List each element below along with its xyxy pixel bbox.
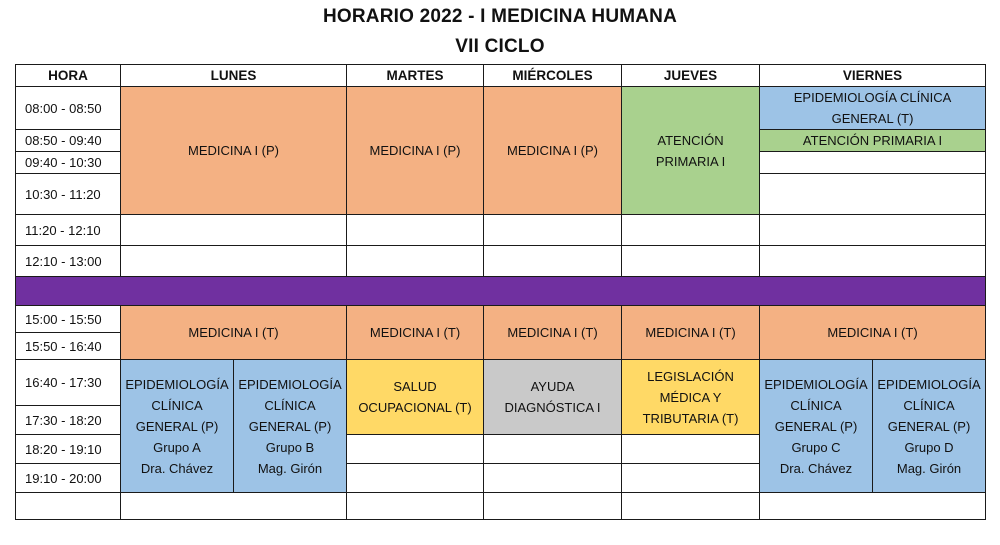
- class-cell-ayuda-diagnostica: [484, 360, 622, 435]
- cell-line: EPIDEMIOLOGÍA CLÍNICA: [793, 90, 952, 105]
- cell-line: GENERAL (P): [248, 418, 332, 434]
- class-cell-medicina-t-lunes: MEDICINA I (T): [121, 306, 347, 360]
- time-cell: 10:30 - 11:20: [16, 174, 121, 215]
- column-header-viernes: VIERNES: [760, 65, 986, 87]
- time-cell: 16:40 - 17:30: [16, 360, 121, 406]
- class-cell-medicina-miercoles: MEDICINA I (P): [484, 87, 622, 215]
- cell-line: PRIMARIA I: [655, 153, 726, 169]
- empty-cell: [760, 215, 986, 246]
- cell-line: EPIDEMIOLOGÍA: [238, 376, 342, 392]
- empty-cell: [760, 174, 986, 215]
- column-header-martes: MARTES: [347, 65, 484, 87]
- empty-cell: [484, 246, 622, 277]
- break-row: [16, 277, 986, 306]
- table-row: [16, 246, 986, 277]
- table-row: [16, 306, 986, 333]
- cell-line: GENERAL (P): [774, 418, 858, 434]
- cell-line: Mag. Girón: [257, 460, 323, 476]
- class-cell-epidemiologia-grupo-c: [760, 360, 873, 493]
- cell-line: Grupo B: [265, 439, 315, 455]
- time-cell: 11:20 - 12:10: [16, 215, 121, 246]
- table-row: [16, 360, 986, 406]
- cell-line: AYUDA: [530, 379, 575, 394]
- cell-line: Grupo C: [791, 439, 841, 455]
- class-cell-epidemiologia-viernes: [760, 87, 986, 130]
- class-cell-medicina-martes: MEDICINA I (P): [347, 87, 484, 215]
- class-cell-medicina-t-jueves: MEDICINA I (T): [622, 306, 760, 360]
- column-header-hora: HORA: [16, 65, 121, 87]
- cell-line: EPIDEMIOLOGÍA: [125, 376, 229, 392]
- cell-line: CLÍNICA: [151, 397, 203, 413]
- cell-line: SALUD: [393, 379, 437, 394]
- table-row: [16, 87, 986, 130]
- cell-line: GENERAL (P): [135, 418, 219, 434]
- time-cell: 15:50 - 16:40: [16, 333, 121, 360]
- empty-cell: [347, 493, 484, 520]
- empty-cell: [347, 215, 484, 246]
- cell-line: Grupo D: [904, 439, 954, 455]
- header-row: [16, 65, 986, 87]
- cell-line: GENERAL (T): [831, 111, 914, 126]
- class-cell-epidemiologia-grupo-d: [873, 360, 986, 493]
- column-header-jueves: JUEVES: [622, 65, 760, 87]
- class-cell-salud-ocupacional: [347, 360, 484, 435]
- empty-cell: [16, 493, 121, 520]
- page-subtitle: VII CICLO: [455, 36, 545, 57]
- column-header-lunes: LUNES: [121, 65, 347, 87]
- time-cell: 12:10 - 13:00: [16, 246, 121, 277]
- page-title: HORARIO 2022 - I MEDICINA HUMANA: [322, 6, 678, 27]
- class-cell-medicina-t-miercoles: MEDICINA I (T): [484, 306, 622, 360]
- cell-line: OCUPACIONAL (T): [358, 400, 472, 415]
- empty-cell: [484, 464, 622, 493]
- table-row: [16, 493, 986, 520]
- cell-line: Dra. Chávez: [779, 460, 853, 476]
- time-cell: 18:20 - 19:10: [16, 435, 121, 464]
- column-header-miercoles: MIÉRCOLES: [484, 65, 622, 87]
- time-cell: 08:00 - 08:50: [16, 87, 121, 130]
- break-band: [16, 277, 986, 306]
- cell-line: Mag. Girón: [896, 460, 962, 476]
- time-cell: 09:40 - 10:30: [16, 152, 121, 174]
- empty-cell: [622, 464, 760, 493]
- cell-line: EPIDEMIOLOGÍA: [764, 376, 868, 392]
- cell-line: Dra. Chávez: [140, 460, 214, 476]
- cell-line: GENERAL (P): [887, 418, 971, 434]
- empty-cell: [622, 246, 760, 277]
- empty-cell: [484, 215, 622, 246]
- cell-line: MÉDICA Y: [659, 389, 722, 405]
- cell-line: Grupo A: [153, 439, 201, 455]
- empty-cell: [484, 493, 622, 520]
- empty-cell: [622, 493, 760, 520]
- empty-cell: [760, 493, 986, 520]
- class-cell-atencion-jueves: [622, 87, 760, 215]
- class-cell-medicina-t-martes: MEDICINA I (T): [347, 306, 484, 360]
- time-cell: 17:30 - 18:20: [16, 406, 121, 435]
- empty-cell: [484, 435, 622, 464]
- table-row: [16, 215, 986, 246]
- class-cell-legislacion-medica: [622, 360, 760, 435]
- empty-cell: [121, 215, 347, 246]
- class-cell-medicina-t-viernes: MEDICINA I (T): [760, 306, 986, 360]
- empty-cell: [347, 435, 484, 464]
- schedule-table: [15, 64, 986, 520]
- cell-line: CLÍNICA: [264, 397, 316, 413]
- cell-line: DIAGNÓSTICA I: [504, 400, 601, 415]
- cell-line: EPIDEMIOLOGÍA: [877, 376, 981, 392]
- empty-cell: [121, 246, 347, 277]
- empty-cell: [760, 152, 986, 174]
- time-cell: 19:10 - 20:00: [16, 464, 121, 493]
- empty-cell: [347, 246, 484, 277]
- cell-line: CLÍNICA: [903, 397, 955, 413]
- class-cell-medicina-lunes: MEDICINA I (P): [121, 87, 347, 215]
- empty-cell: [622, 215, 760, 246]
- empty-cell: [622, 435, 760, 464]
- cell-line: LEGISLACIÓN: [647, 368, 734, 384]
- class-cell-epidemiologia-grupo-a: [121, 360, 234, 493]
- time-cell: 08:50 - 09:40: [16, 130, 121, 152]
- cell-line: CLÍNICA: [790, 397, 842, 413]
- cell-line: TRIBUTARIA (T): [642, 410, 739, 426]
- empty-cell: [347, 464, 484, 493]
- class-cell-epidemiologia-grupo-b: [234, 360, 347, 493]
- time-cell: 15:00 - 15:50: [16, 306, 121, 333]
- cell-line: ATENCIÓN: [657, 132, 724, 148]
- class-cell-atencion-viernes: ATENCIÓN PRIMARIA I: [760, 130, 986, 152]
- empty-cell: [760, 246, 986, 277]
- empty-cell: [121, 493, 347, 520]
